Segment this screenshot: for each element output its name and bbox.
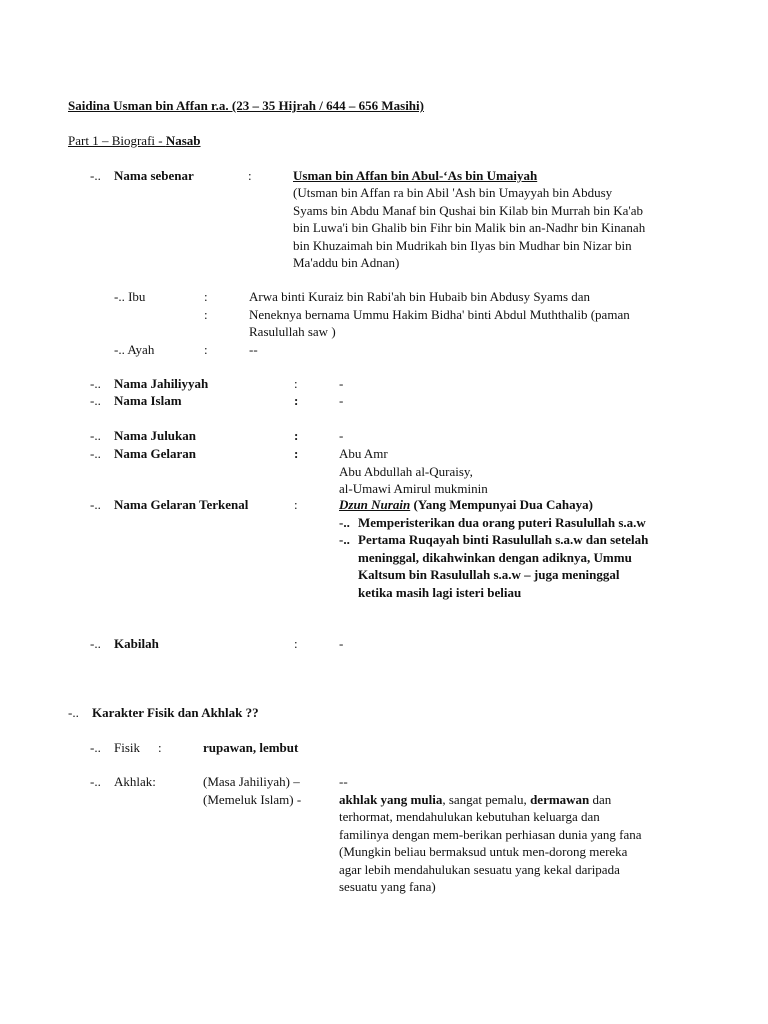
islam-text-1: , sangat pemalu, bbox=[442, 792, 531, 807]
bullet: -.. bbox=[90, 393, 101, 408]
dzun-nurain: Dzun Nurain bbox=[339, 497, 411, 512]
gelaran-point-2 bbox=[358, 531, 648, 601]
colon: : bbox=[294, 376, 298, 391]
point-line: Pertama Ruqayah binti Rasulullah s.a.w dan setelah bbox=[358, 532, 649, 547]
colon: : bbox=[204, 289, 208, 304]
bullet: -.. bbox=[339, 532, 350, 547]
kabilah-value: - bbox=[339, 636, 344, 651]
memeluk-islam-label: (Memeluk Islam) - bbox=[203, 792, 302, 807]
gelaran-item: al-Umawi Amirul mukminin bbox=[339, 481, 488, 496]
point-line: Kaltsum bin Rasulullah s.a.w – juga meninggal bbox=[358, 567, 620, 582]
colon: : bbox=[158, 740, 162, 755]
nama-sebenar-value: Usman bin Affan bin Abul-‘As bin Umaiyah bbox=[293, 168, 538, 183]
fisik-label: Fisik bbox=[114, 740, 141, 755]
memeluk-islam-description bbox=[339, 808, 642, 896]
nasab-line: bin Luwa'i bin Ghalib bin Fihr bin Malik bin an-Nadhr bin Kinanah bbox=[293, 220, 646, 235]
ibu-label: -.. Ibu bbox=[114, 289, 146, 304]
document-title: Saidina Usman bin Affan r.a. (23 – 35 Hijrah / 644 – 656 Masihi) bbox=[68, 98, 424, 113]
colon: : bbox=[204, 307, 208, 322]
part-prefix: Part 1 – Biografi - bbox=[68, 133, 166, 148]
nasab-line: bin Khuzaimah bin Mudrikah bin Ilyas bin Mudhar bin Nizar bin bbox=[293, 237, 632, 253]
bullet: -.. bbox=[68, 705, 79, 720]
colon: : bbox=[294, 393, 299, 408]
islam-text-2: dan bbox=[589, 792, 612, 807]
gelaran-point-1: Memperisterikan dua orang puteri Rasulullah s.a.w bbox=[358, 515, 646, 530]
nama-jahiliyyah-value: - bbox=[339, 376, 344, 391]
islam-line: (Mungkin beliau bermaksud untuk men-dorong mereka bbox=[339, 844, 628, 859]
kabilah-label: Kabilah bbox=[114, 636, 159, 651]
colon: : bbox=[294, 497, 298, 512]
colon: : bbox=[248, 168, 252, 183]
bullet: -.. bbox=[90, 428, 101, 443]
nama-gelaran-values bbox=[339, 445, 488, 498]
part-heading bbox=[68, 132, 201, 150]
bullet: -.. bbox=[90, 774, 101, 789]
dermawan: dermawan bbox=[530, 792, 590, 807]
islam-line: sesuatu yang fana) bbox=[339, 879, 436, 894]
nama-sebenar-label: Nama sebenar bbox=[114, 168, 194, 183]
akhlak-label: Akhlak: bbox=[114, 774, 156, 789]
nama-gelaran-label: Nama Gelaran bbox=[114, 446, 196, 461]
masa-jahiliyah-value: -- bbox=[339, 774, 348, 789]
bullet: -.. bbox=[339, 515, 350, 530]
ibu-line-3: Rasulullah saw ) bbox=[249, 324, 336, 339]
bullet: -.. bbox=[90, 446, 101, 461]
nama-julukan-value: - bbox=[339, 428, 344, 443]
bullet: -.. bbox=[90, 168, 101, 183]
islam-line: familinya dengan mem-berikan perhiasan dunia yang fana bbox=[339, 826, 642, 842]
ibu-line-1: Arwa binti Kuraiz bin Rabi'ah bin Hubaib bin Abdusy Syams dan bbox=[249, 289, 591, 304]
gelaran-terkenal-label: Nama Gelaran Terkenal bbox=[114, 497, 249, 512]
nama-jahiliyyah-label: Nama Jahiliyyah bbox=[114, 376, 209, 391]
gelaran-terkenal-value bbox=[339, 496, 593, 514]
gelaran-item: Abu Amr bbox=[339, 446, 388, 461]
bullet: -.. bbox=[90, 497, 101, 512]
karakter-heading: Karakter Fisik dan Akhlak ?? bbox=[92, 705, 259, 720]
ayah-label: -.. Ayah bbox=[114, 342, 155, 357]
ibu-line-2: Neneknya bernama Ummu Hakim Bidha' binti Abdul Muththalib (paman bbox=[249, 307, 630, 322]
bullet: -.. bbox=[90, 636, 101, 651]
colon: : bbox=[294, 428, 299, 443]
point-line: meninggal, dikahwinkan dengan adiknya, Ummu bbox=[358, 549, 632, 565]
islam-line: terhormat, mendahulukan kebutuhan keluarga dan bbox=[339, 809, 600, 824]
nasab-line: (Utsman bin Affan ra bin Abil 'Ash bin Umayyah bin Abdusy bbox=[293, 185, 613, 200]
point-line: ketika masih lagi isteri beliau bbox=[358, 584, 522, 600]
akhlak-mulia: akhlak yang mulia bbox=[339, 792, 443, 807]
ayah-value: -- bbox=[249, 342, 258, 357]
nama-islam-value: - bbox=[339, 393, 344, 408]
bullet: -.. bbox=[90, 740, 101, 755]
part-bold: Nasab bbox=[165, 133, 201, 148]
bullet: -.. bbox=[90, 376, 101, 391]
memeluk-islam-first-line bbox=[339, 791, 611, 809]
nama-julukan-label: Nama Julukan bbox=[114, 428, 196, 443]
nasab-line: Syams bin Abdu Manaf bin Qushai bin Kilab bin Murrah bin Ka'ab bbox=[293, 202, 644, 218]
islam-line: agar lebih mendahulukan sesuatu yang kekal daripada bbox=[339, 861, 620, 877]
colon: : bbox=[204, 342, 208, 357]
colon: : bbox=[294, 636, 298, 651]
masa-jahiliyah-label: (Masa Jahiliyah) – bbox=[203, 774, 300, 789]
fisik-value: rupawan, lembut bbox=[203, 740, 299, 755]
gelaran-meaning: (Yang Mempunyai Dua Cahaya) bbox=[410, 497, 593, 512]
nasab-lineage bbox=[293, 184, 645, 272]
nama-islam-label: Nama Islam bbox=[114, 393, 182, 408]
nasab-line: Ma'addu bin Adnan) bbox=[293, 255, 400, 270]
gelaran-item: Abu Abdullah al-Quraisy, bbox=[339, 463, 473, 479]
colon: : bbox=[294, 446, 299, 461]
